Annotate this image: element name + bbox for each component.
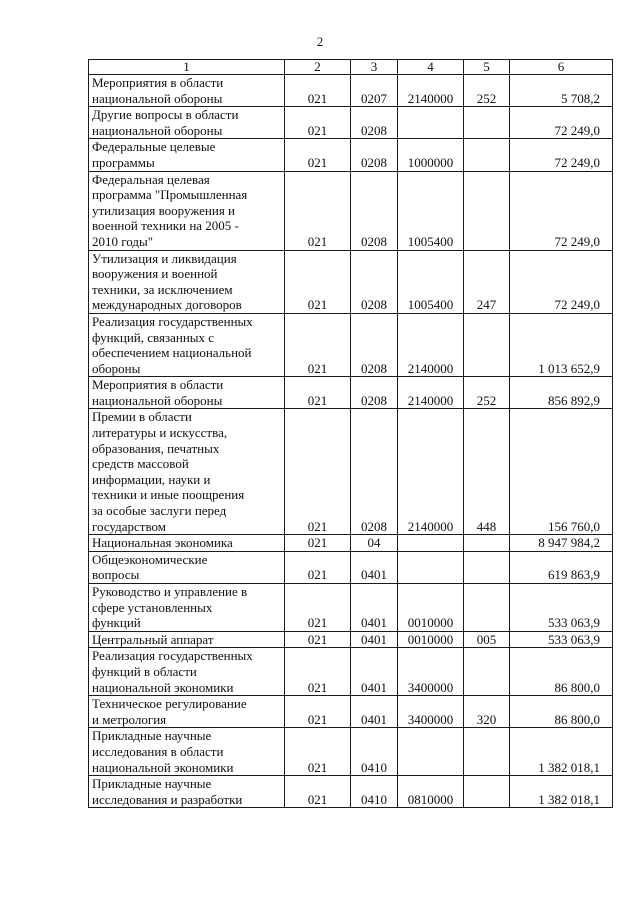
expense-type-cell bbox=[464, 648, 510, 696]
section-code-cell: 0401 bbox=[351, 631, 398, 648]
expense-name-cell: Руководство и управление в сфере установленных функций bbox=[89, 584, 285, 632]
table-row bbox=[89, 631, 613, 648]
column-header-3: 3 bbox=[351, 60, 398, 75]
column-header-2: 2 bbox=[285, 60, 351, 75]
amount-cell: 533 063,9 bbox=[510, 631, 613, 648]
section-code-cell: 0208 bbox=[351, 250, 398, 313]
target-code-cell: 2140000 bbox=[398, 409, 464, 535]
amount-cell: 619 863,9 bbox=[510, 551, 613, 583]
expense-type-cell bbox=[464, 551, 510, 583]
expense-name-cell: Федеральные целевые программы bbox=[89, 139, 285, 171]
section-code-cell: 0208 bbox=[351, 171, 398, 250]
ministry-code-cell: 021 bbox=[285, 535, 351, 552]
section-code-cell: 0208 bbox=[351, 107, 398, 139]
expense-type-cell bbox=[464, 776, 510, 808]
expense-name-cell: Другие вопросы в области национальной обороны bbox=[89, 107, 285, 139]
ministry-code-cell: 021 bbox=[285, 584, 351, 632]
target-code-cell bbox=[398, 535, 464, 552]
expense-name-cell: Мероприятия в области национальной обороны bbox=[89, 377, 285, 409]
target-code-cell: 1005400 bbox=[398, 250, 464, 313]
ministry-code-cell: 021 bbox=[285, 250, 351, 313]
section-code-cell: 0208 bbox=[351, 409, 398, 535]
table-header-row bbox=[89, 60, 613, 75]
expense-type-cell bbox=[464, 584, 510, 632]
ministry-code-cell: 021 bbox=[285, 728, 351, 776]
expense-name-cell: Техническое регулирование и метрология bbox=[89, 696, 285, 728]
expense-type-cell: 448 bbox=[464, 409, 510, 535]
table-row bbox=[89, 171, 613, 250]
section-code-cell: 0401 bbox=[351, 648, 398, 696]
table-row bbox=[89, 107, 613, 139]
expense-name-cell: Национальная экономика bbox=[89, 535, 285, 552]
ministry-code-cell: 021 bbox=[285, 75, 351, 107]
target-code-cell: 3400000 bbox=[398, 648, 464, 696]
expense-name-cell: Реализация государственных функций в области национальной экономики bbox=[89, 648, 285, 696]
column-header-6: 6 bbox=[510, 60, 613, 75]
amount-cell: 156 760,0 bbox=[510, 409, 613, 535]
target-code-cell: 1005400 bbox=[398, 171, 464, 250]
target-code-cell: 3400000 bbox=[398, 696, 464, 728]
table-row bbox=[89, 139, 613, 171]
expense-name-cell: Прикладные научные исследования и разработки bbox=[89, 776, 285, 808]
target-code-cell: 2140000 bbox=[398, 75, 464, 107]
expense-type-cell bbox=[464, 728, 510, 776]
ministry-code-cell: 021 bbox=[285, 696, 351, 728]
expense-name-cell: Премии в области литературы и искусства, образования, печатных средств массовой информации, науки и техники и иные поощрения за особые заслуги перед государством bbox=[89, 409, 285, 535]
ministry-code-cell: 021 bbox=[285, 551, 351, 583]
ministry-code-cell: 021 bbox=[285, 139, 351, 171]
ministry-code-cell: 021 bbox=[285, 409, 351, 535]
ministry-code-cell: 021 bbox=[285, 631, 351, 648]
section-code-cell: 0410 bbox=[351, 728, 398, 776]
amount-cell: 856 892,9 bbox=[510, 377, 613, 409]
amount-cell: 86 800,0 bbox=[510, 648, 613, 696]
page-number: 2 bbox=[316, 34, 324, 49]
table-row bbox=[89, 728, 613, 776]
target-code-cell: 2140000 bbox=[398, 377, 464, 409]
expense-type-cell: 005 bbox=[464, 631, 510, 648]
budget-table bbox=[88, 59, 613, 808]
amount-cell: 72 249,0 bbox=[510, 171, 613, 250]
ministry-code-cell: 021 bbox=[285, 313, 351, 376]
amount-cell: 1 013 652,9 bbox=[510, 313, 613, 376]
amount-cell: 1 382 018,1 bbox=[510, 728, 613, 776]
expense-name-cell: Федеральная целевая программа "Промышленная утилизация вооружения и военной техники на 2005 - 2010 годы" bbox=[89, 171, 285, 250]
expense-type-cell: 320 bbox=[464, 696, 510, 728]
expense-name-cell: Общеэкономические вопросы bbox=[89, 551, 285, 583]
section-code-cell: 0401 bbox=[351, 551, 398, 583]
table-row bbox=[89, 648, 613, 696]
section-code-cell: 04 bbox=[351, 535, 398, 552]
column-header-4: 4 bbox=[398, 60, 464, 75]
expense-type-cell: 252 bbox=[464, 75, 510, 107]
table-row bbox=[89, 250, 613, 313]
expense-name-cell: Утилизация и ликвидация вооружения и военной техники, за исключением международных договоров bbox=[89, 250, 285, 313]
target-code-cell bbox=[398, 551, 464, 583]
amount-cell: 533 063,9 bbox=[510, 584, 613, 632]
table-row bbox=[89, 776, 613, 808]
target-code-cell: 2140000 bbox=[398, 313, 464, 376]
target-code-cell bbox=[398, 728, 464, 776]
target-code-cell bbox=[398, 107, 464, 139]
table-row bbox=[89, 551, 613, 583]
expense-name-cell: Прикладные научные исследования в области национальной экономики bbox=[89, 728, 285, 776]
amount-cell: 72 249,0 bbox=[510, 107, 613, 139]
table-row bbox=[89, 409, 613, 535]
amount-cell: 8 947 984,2 bbox=[510, 535, 613, 552]
expense-type-cell: 252 bbox=[464, 377, 510, 409]
expense-type-cell: 247 bbox=[464, 250, 510, 313]
amount-cell: 72 249,0 bbox=[510, 139, 613, 171]
expense-type-cell bbox=[464, 107, 510, 139]
section-code-cell: 0208 bbox=[351, 377, 398, 409]
table-row bbox=[89, 696, 613, 728]
table-row bbox=[89, 535, 613, 552]
section-code-cell: 0207 bbox=[351, 75, 398, 107]
section-code-cell: 0401 bbox=[351, 584, 398, 632]
table-row bbox=[89, 313, 613, 376]
expense-type-cell bbox=[464, 139, 510, 171]
expense-type-cell bbox=[464, 313, 510, 376]
target-code-cell: 0010000 bbox=[398, 584, 464, 632]
amount-cell: 86 800,0 bbox=[510, 696, 613, 728]
target-code-cell: 0010000 bbox=[398, 631, 464, 648]
column-header-1: 1 bbox=[89, 60, 285, 75]
section-code-cell: 0208 bbox=[351, 313, 398, 376]
ministry-code-cell: 021 bbox=[285, 776, 351, 808]
table-row bbox=[89, 377, 613, 409]
ministry-code-cell: 021 bbox=[285, 648, 351, 696]
section-code-cell: 0208 bbox=[351, 139, 398, 171]
ministry-code-cell: 021 bbox=[285, 377, 351, 409]
amount-cell: 1 382 018,1 bbox=[510, 776, 613, 808]
table-row bbox=[89, 75, 613, 107]
expense-type-cell bbox=[464, 171, 510, 250]
target-code-cell: 0810000 bbox=[398, 776, 464, 808]
expense-name-cell: Реализация государственных функций, связанных с обеспечением национальной обороны bbox=[89, 313, 285, 376]
section-code-cell: 0410 bbox=[351, 776, 398, 808]
ministry-code-cell: 021 bbox=[285, 171, 351, 250]
ministry-code-cell: 021 bbox=[285, 107, 351, 139]
amount-cell: 72 249,0 bbox=[510, 250, 613, 313]
expense-type-cell bbox=[464, 535, 510, 552]
expense-name-cell: Мероприятия в области национальной обороны bbox=[89, 75, 285, 107]
column-header-5: 5 bbox=[464, 60, 510, 75]
table-body bbox=[89, 75, 613, 808]
section-code-cell: 0401 bbox=[351, 696, 398, 728]
target-code-cell: 1000000 bbox=[398, 139, 464, 171]
expense-name-cell: Центральный аппарат bbox=[89, 631, 285, 648]
amount-cell: 5 708,2 bbox=[510, 75, 613, 107]
table-row bbox=[89, 584, 613, 632]
